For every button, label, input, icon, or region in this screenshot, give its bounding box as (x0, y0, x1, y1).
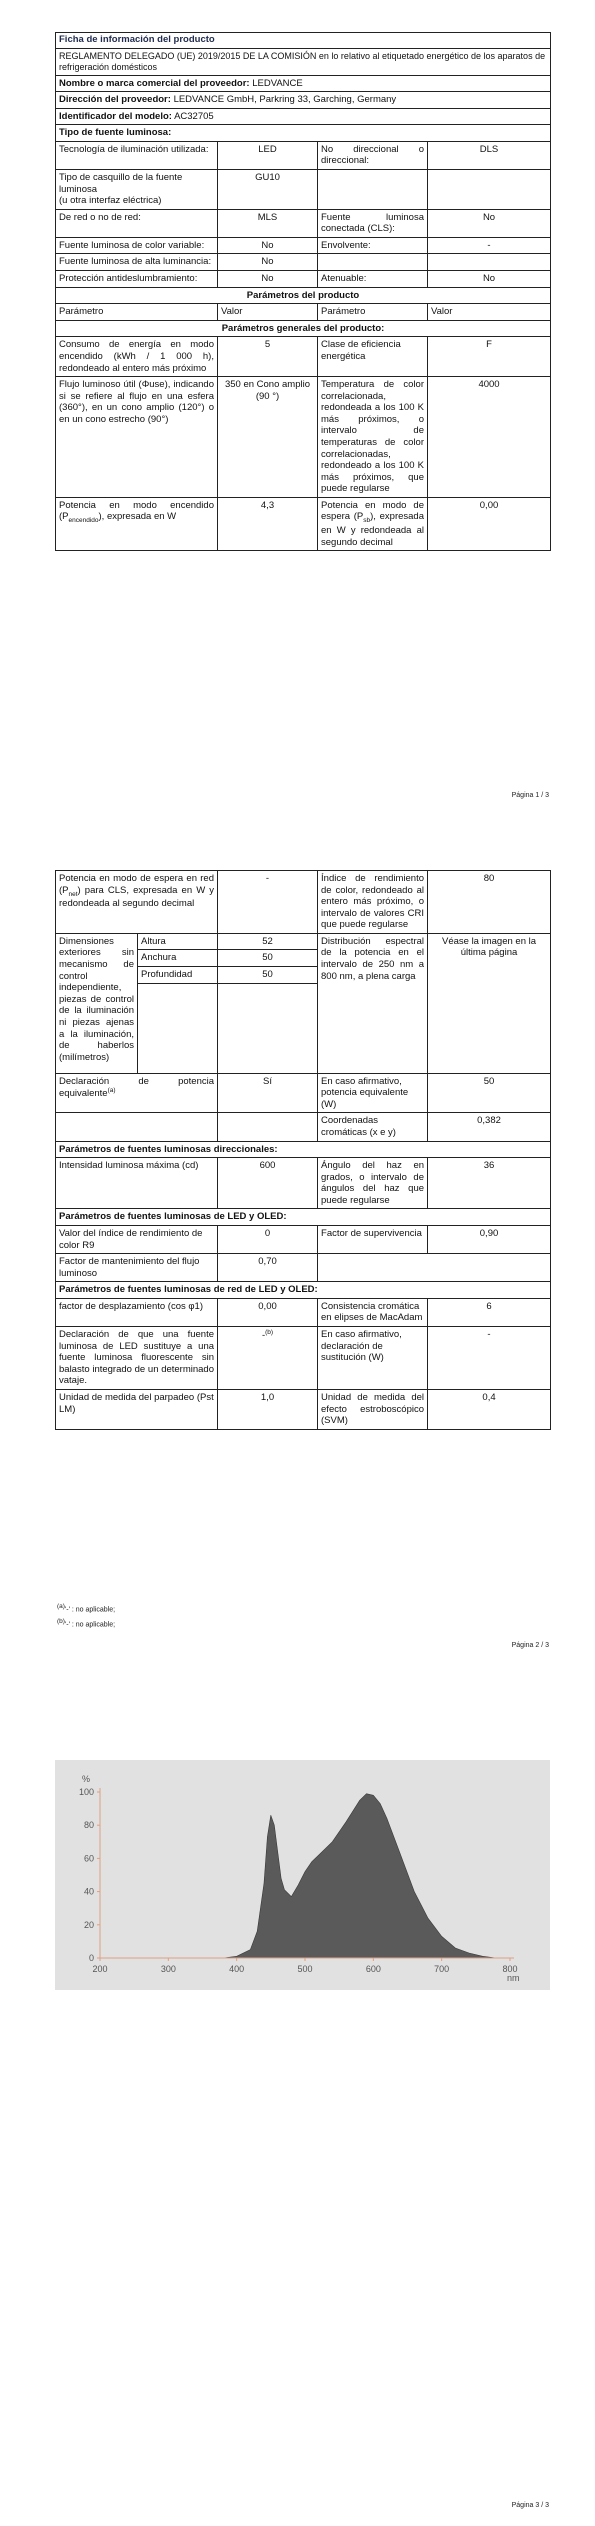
antiglare-label: Protección antideslumbramiento: (56, 271, 218, 288)
empty-cell (218, 1113, 318, 1141)
page-2 (0, 870, 595, 1670)
params-heading: Parámetros del producto (56, 287, 551, 304)
empty-cell (428, 254, 551, 271)
equiv-w-value: 50 (428, 1073, 551, 1113)
flicker-value: 1,0 (218, 1389, 318, 1429)
standby-label (318, 497, 428, 551)
y-tick-label: 20 (83, 1919, 94, 1930)
address-label: Dirección del proveedor: (59, 94, 171, 106)
lumen-value: 0,70 (218, 1254, 318, 1282)
x-tick-label: 400 (229, 1964, 245, 1974)
product-info-table (55, 32, 551, 551)
cls-value: No (428, 209, 551, 237)
netsb-value: - (218, 871, 318, 934)
strobo-value: 0,4 (428, 1389, 551, 1429)
energy-label: Consumo de energía en modo encendido (kWh / 1 000 h), redondeado al entero más próximo (56, 337, 218, 377)
dir-heading: Parámetros de fuentes luminosas direccionales: (56, 1141, 551, 1158)
replace-w-value: - (428, 1327, 551, 1390)
footnote-a (57, 1603, 115, 1615)
col-param-header: Parámetro (318, 304, 428, 321)
cap-value: GU10 (218, 169, 318, 209)
empty-cell (318, 254, 428, 271)
dimmable-label: Atenuable: (318, 271, 428, 288)
netsb-label-b: ) para CLS, expresada en W y redondeada al segundo decimal (59, 884, 215, 910)
empty-cell (318, 1254, 428, 1282)
empty-cell (56, 1113, 218, 1141)
cap-sublabel: (u otra interfaz eléctrica) (59, 195, 162, 207)
lumen-label: Factor de mantenimiento del flujo luminoso (56, 1254, 218, 1282)
nondir-value: DLS (428, 141, 551, 169)
y-tick-label: 40 (83, 1886, 94, 1897)
mains-value: MLS (218, 209, 318, 237)
supplier-row (56, 75, 551, 92)
survival-label: Factor de supervivencia (318, 1225, 428, 1253)
nondir-label: No direccional o direccional: (318, 141, 428, 169)
address-row (56, 92, 551, 109)
cap-label: Tipo de casquillo de la fuente luminosa (59, 171, 183, 195)
flux-value: 350 en Cono amplio (90 °) (218, 377, 318, 498)
cls-label: Fuente luminosa conectada (CLS): (318, 209, 428, 237)
power-on-label (56, 497, 218, 551)
model-row (56, 108, 551, 125)
replace-w-label: En caso afirmativo, declaración de sustitución (W) (318, 1327, 428, 1390)
model-label: Identificador del modelo: (59, 110, 172, 122)
y-tick-label: 60 (83, 1853, 94, 1864)
col-value-header: Valor (218, 304, 318, 321)
led-heading: Parámetros de fuentes luminosas de LED y OLED: (56, 1209, 551, 1226)
footnote-mark-a: (a) (107, 1087, 116, 1095)
depth-value: 50 (218, 967, 318, 984)
page-1 (0, 0, 595, 840)
spectral-chart (55, 1760, 550, 1990)
spd-value: Véase la imagen en la última página (428, 933, 551, 1073)
replace-label: Declaración de que una fuente luminosa de LED sustituye a una fuente luminosa fluorescente sin balasto integrado de un determinado vataje. (56, 1327, 218, 1390)
mains-heading: Parámetros de fuentes luminosas de red de LED y OLED: (56, 1282, 551, 1299)
eclass-label: Clase de eficiencia energética (318, 337, 428, 377)
footnote-b (57, 1618, 115, 1630)
colour-value: No (218, 237, 318, 254)
x-tick-label: 300 (160, 1964, 176, 1974)
address-value: LEDVANCE GmbH, Parkring 33, Garching, Germany (173, 94, 397, 106)
standby-sub: sb (363, 517, 371, 525)
x-tick-label: 600 (365, 1964, 381, 1974)
product-params-table (55, 870, 551, 1430)
x-tick-label: 800 (502, 1964, 518, 1974)
model-value: AC32705 (174, 110, 214, 122)
replace-value: - (261, 1330, 266, 1342)
empty-cell (428, 169, 551, 209)
cct-label: Temperatura de color correlacionada, redondeada a los 100 K más próximos, o intervalo de temperaturas de color correlacionadas, redondeado a los 100 K más próximos, que puede regularse (318, 377, 428, 498)
standby-value: 0,00 (428, 497, 551, 551)
spectral-chart-svg (55, 1760, 550, 1990)
page-number: Página 2 / 3 (511, 1642, 549, 1649)
page-number: Página 1 / 3 (511, 792, 549, 799)
y-tick-label: 80 (83, 1820, 94, 1831)
supplier-label: Nombre o marca comercial del proveedor: (59, 77, 250, 89)
col-value-header: Valor (428, 304, 551, 321)
beam-value: 36 (428, 1158, 551, 1209)
netsb-label-a: Potencia en modo de espera en red (P (59, 873, 215, 896)
y-axis-label: % (82, 1774, 91, 1784)
x-tick-label: 500 (297, 1964, 313, 1974)
width-label: Anchura (138, 950, 218, 967)
general-heading: Parámetros generales del producto: (56, 320, 551, 337)
equiv-value: Sí (218, 1073, 318, 1113)
cri-label: Índice de rendimiento de color, redondeado al entero más próximo, o intervalo de valores CRI que puede regularse (318, 871, 428, 934)
spd-label: Distribución espectral de la potencia en el intervalo de 250 nm a 800 nm, a plena carga (318, 933, 428, 1073)
power-on-label-b: ), expresada en W (98, 511, 177, 523)
footnote-b-mark: (b) (57, 1618, 65, 1625)
envelope-value: - (428, 237, 551, 254)
disp-value: 0,00 (218, 1298, 318, 1326)
tech-label: Tecnología de iluminación utilizada: (56, 141, 218, 169)
intensity-label: Intensidad luminosa máxima (cd) (56, 1158, 218, 1209)
y-tick-label: 100 (78, 1787, 94, 1797)
beam-label: Ángulo del haz en grados, o intervalo de ángulos del haz que puede regularse (318, 1158, 428, 1209)
disp-label: factor de desplazamiento (cos φ1) (56, 1298, 218, 1326)
mains-label: De red o no de red: (56, 209, 218, 237)
x-tick-label: 200 (92, 1964, 108, 1974)
colour-label: Fuente luminosa de color variable: (56, 237, 218, 254)
footnote-a-text: '-' : no aplicable; (64, 1606, 116, 1614)
chroma-label: Coordenadas cromáticas (x e y) (318, 1113, 428, 1141)
equiv-label (56, 1073, 218, 1113)
hilum-label: Fuente luminosa de alta luminancia: (56, 254, 218, 271)
empty-cell (138, 983, 218, 1073)
intensity-value: 600 (218, 1158, 318, 1209)
x-axis-label: nm (507, 1973, 520, 1983)
flux-label: Flujo luminoso útil (Φuse), indicando si se refiere al flujo en una esfera (360°), en un cono amplio (120°) o en un cono estrecho (90°) (56, 377, 218, 498)
energy-value: 5 (218, 337, 318, 377)
dims-label: Dimensiones exteriores sin mecanismo de control independiente, piezas de control de la iluminación ni piezas ajenas a la iluminación, de haberlos (milímetros) (56, 933, 138, 1073)
netsb-sub: net (68, 890, 78, 898)
equiv-label-text: Declaración de potencia equivalente (59, 1075, 215, 1100)
flicker-label: Unidad de medida del parpadeo (Pst LM) (56, 1389, 218, 1429)
tech-value: LED (218, 141, 318, 169)
cri-value: 80 (428, 871, 551, 934)
col-param-header: Parámetro (56, 304, 218, 321)
y-tick-label: 0 (88, 1953, 94, 1963)
depth-label: Profundidad (138, 967, 218, 984)
power-on-label-a: Potencia en modo encendido (P (59, 499, 214, 523)
empty-cell (428, 1254, 551, 1282)
page-number: Página 3 / 3 (511, 2502, 549, 2509)
height-label: Altura (138, 933, 218, 950)
equiv-w-label: En caso afirmativo, potencia equivalente (W) (318, 1073, 428, 1113)
height-value: 52 (218, 933, 318, 950)
chroma-value: 0,382 (428, 1113, 551, 1141)
survival-value: 0,90 (428, 1225, 551, 1253)
regulation-text: REGLAMENTO DELEGADO (UE) 2019/2015 DE LA COMISIÓN en lo relativo al etiquetado energético de los aparatos de refrigeración domésticos (56, 48, 551, 75)
eclass-value: F (428, 337, 551, 377)
footnote-a-mark: (a) (57, 1603, 65, 1610)
x-tick-label: 700 (434, 1964, 450, 1974)
power-on-value: 4,3 (218, 497, 318, 551)
empty-cell (318, 169, 428, 209)
source-type-heading: Tipo de fuente luminosa: (56, 125, 551, 142)
strobo-label: Unidad de medida del efecto estroboscópico (SVM) (318, 1389, 428, 1429)
replace-value-cell (218, 1327, 318, 1390)
page-3 (0, 1700, 595, 2526)
macadam-value: 6 (428, 1298, 551, 1326)
footnote-b-text: '-' : no aplicable; (64, 1621, 116, 1629)
empty-cell (218, 983, 318, 1073)
macadam-label: Consistencia cromática en elipses de MacAdam (318, 1298, 428, 1326)
supplier-value: LEDVANCE (252, 77, 303, 89)
envelope-label: Envolvente: (318, 237, 428, 254)
cct-value: 4000 (428, 377, 551, 498)
hilum-value: No (218, 254, 318, 271)
dimmable-value: No (428, 271, 551, 288)
r9-value: 0 (218, 1225, 318, 1253)
power-on-sub: encendido (68, 517, 99, 525)
standby-label-b: ), expresada en W y redondeada al segundo decimal (321, 511, 424, 548)
r9-label: Valor del índice de rendimiento de color R9 (56, 1225, 218, 1253)
netsb-label (56, 871, 218, 934)
width-value: 50 (218, 950, 318, 967)
document-title: Ficha de información del producto (56, 33, 551, 49)
spectrum-area (223, 1794, 496, 1958)
cap-label-cell (56, 169, 218, 209)
footnote-mark-b: (b) (265, 1329, 274, 1337)
standby-label-a: Potencia en modo de espera (P (321, 499, 424, 523)
antiglare-value: No (218, 271, 318, 288)
